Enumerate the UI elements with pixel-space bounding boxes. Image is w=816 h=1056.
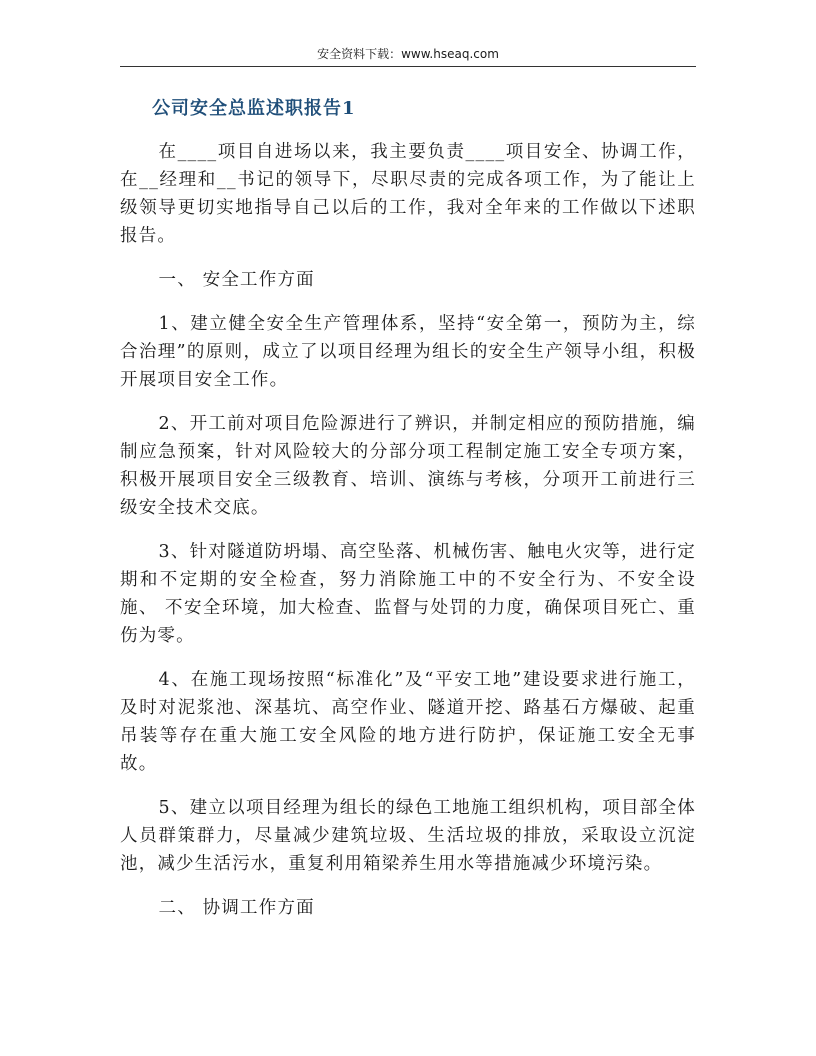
safety-item-4: 4、在施工现场按照“标准化”及“平安工地”建设要求进行施工，及时对泥浆池、深基坑、高空作业、隧道开挖、路基石方爆破、起重吊装等存在重大施工安全风险的地方进行防护，保证施工安全无事故。 <box>120 670 696 774</box>
safety-item-3: 3、针对隧道防坍塌、高空坠落、机械伤害、触电火灾等，进行定期和不定期的安全检查，努力消除施工中的不安全行为、不安全设施、 不安全环境，加大检查、监督与处罚的力度，确保项目死亡、重伤为零。 <box>120 542 696 646</box>
page-header: 安全资料下载：www.hseaq.com <box>317 47 499 61</box>
safety-item-5: 5、建立以项目经理为组长的绿色工地施工组织机构，项目部全体人员群策群力，尽量减少建筑垃圾、生活垃圾的排放，采取设立沉淀池，减少生活污水，重复利用箱梁养生用水等措施减少环境污染。 <box>120 798 696 874</box>
safety-item-2: 2、开工前对项目危险源进行了辨识，并制定相应的预防措施，编制应急预案，针对风险较大的分部分项工程制定施工安全专项方案，积极开展项目安全三级教育、培训、演练与考核，分项开工前进行三级安全技术交底。 <box>120 414 696 518</box>
safety-item-1: 1、建立健全安全生产管理体系，坚持“安全第一，预防为主，综合治理”的原则，成立了以项目经理为组长的安全生产领导小组，积极开展项目安全工作。 <box>120 314 696 390</box>
intro-paragraph: 在____项目自进场以来，我主要负责____项目安全、协调工作，在__经理和__书记的领导下，尽职尽责的完成各项工作，为了能让上级领导更切实地指导自己以后的工作，我对全年来的工作做以下述职报告。 <box>120 142 696 246</box>
header-divider <box>120 66 696 67</box>
document-body <box>120 138 696 938</box>
section-heading-coordination: 二、 协调工作方面 <box>158 898 315 918</box>
document-title: 公司安全总监述职报告1 <box>152 98 356 119</box>
section-heading-safety: 一、 安全工作方面 <box>158 270 315 290</box>
